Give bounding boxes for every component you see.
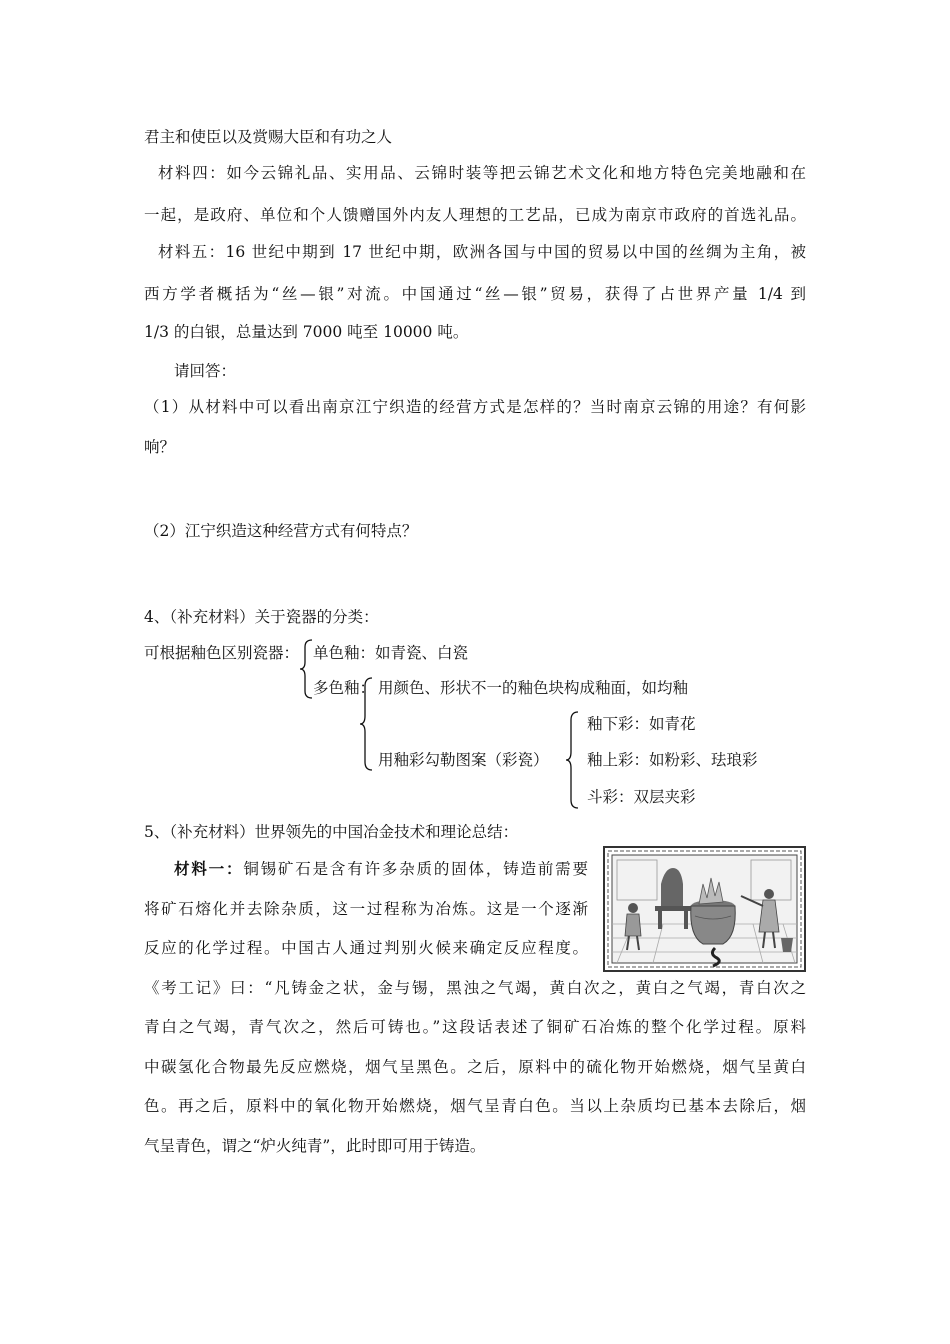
over-glaze: 釉上彩：如粉彩、珐琅彩 (587, 751, 758, 769)
brace-multi-icon (358, 676, 374, 772)
multi-glaze: 多色釉： (313, 679, 376, 697)
single-glaze: 单色釉：如青瓷、白瓷 (313, 644, 469, 662)
material1-label: 材料一： (174, 859, 244, 878)
material5-line3: 1/3 的白银，总量达到 7000 吨至 10000 吨。 (144, 323, 469, 341)
metallurgy-material1-line3: 反应的化学过程。中国古人通过判别火候来确定反应程度。 (144, 939, 588, 957)
brace-root-icon (298, 638, 314, 700)
smelting-illustration (603, 846, 806, 972)
multi-glaze-b: 用釉彩勾勒图案（彩瓷） (378, 751, 549, 769)
porcelain-root-label: 可根据釉色区别瓷器： (144, 644, 300, 662)
metallurgy-line6: 中碳氢化合物最先反应燃烧，烟气呈黑色。之后，原料中的硫化物开始燃烧，烟气呈黄白 (144, 1058, 806, 1076)
doucai: 斗彩：双层夹彩 (587, 788, 696, 806)
text-line-top: 君主和使臣以及赏赐大臣和有功之人 (144, 128, 393, 146)
metallurgy-line5: 青白之气竭，青气次之，然后可铸也。”这段话表述了铜矿石冶炼的整个化学过程。原料 (144, 1018, 806, 1036)
brace-painted-icon (564, 710, 580, 810)
metallurgy-line8: 气呈青色，谓之“炉火纯青”，此时即可用于铸造。 (144, 1137, 486, 1155)
please-answer: 请回答： (174, 362, 237, 380)
under-glaze: 釉下彩：如青花 (587, 715, 696, 733)
metallurgy-material1-line1 (174, 859, 588, 879)
section4-heading: 4、（补充材料）关于瓷器的分类： (144, 608, 379, 626)
material4-line2: 一起，是政府、单位和个人馈赠国外内友人理想的工艺品，已成为南京市政府的首选礼品。 (144, 206, 806, 224)
question-2: （2）江宁织造这种经营方式有何特点？ (144, 522, 418, 540)
material4-line1: 材料四：如今云锦礼品、实用品、云锦时装等把云锦艺术文化和地方特色完美地融和在 (158, 164, 806, 182)
multi-glaze-a: 用颜色、形状不一的釉色块构成釉面，如均釉 (378, 679, 689, 697)
metallurgy-line7: 色。再之后，原料中的氧化物开始燃烧，烟气呈青白色。当以上杂质均已基本去除后，烟 (144, 1097, 806, 1115)
metallurgy-material1-line2: 将矿石熔化并去除杂质，这一过程称为冶炼。这是一个逐渐 (144, 900, 588, 918)
question-1-line1: （1）从材料中可以看出南京江宁织造的经营方式是怎样的？当时南京云锦的用途？有何影 (144, 398, 806, 416)
material5-line2: 西方学者概括为“丝—银”对流。中国通过“丝—银”贸易，获得了占世界产量 1/4 到 (144, 285, 806, 303)
material1-text: 铜锡矿石是含有许多杂质的固体，铸造前需要 (243, 860, 588, 878)
section5-heading: 5、（补充材料）世界领先的中国冶金技术和理论总结： (144, 823, 519, 841)
question-1-line2: 响？ (144, 438, 176, 456)
metallurgy-line4: 《考工记》曰：“凡铸金之状，金与锡，黑浊之气竭，黄白次之，黄白之气竭，青白次之 (144, 979, 806, 997)
material5-line1: 材料五：16 世纪中期到 17 世纪中期，欧洲各国与中国的贸易以中国的丝绸为主角，被 (158, 243, 806, 261)
